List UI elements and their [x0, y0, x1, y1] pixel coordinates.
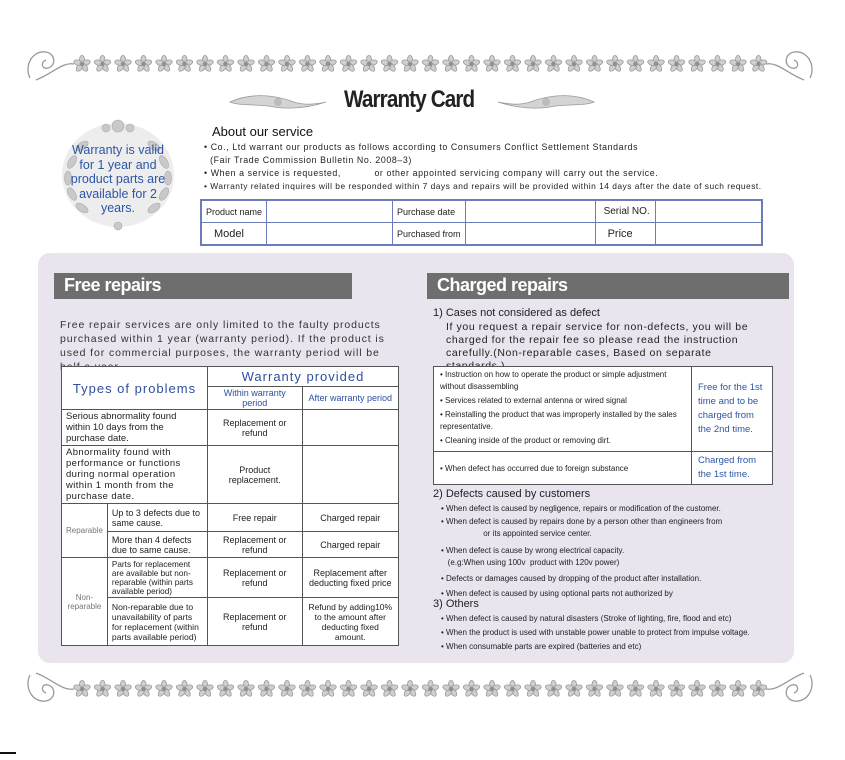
- list-item: • Reinstalling the product that was improperly installed by the sales representative.: [440, 410, 677, 431]
- free-repairs-heading: Free repairs: [54, 273, 352, 299]
- border-flower-icon: [135, 55, 153, 72]
- problem-cell: Serious abnormality found within 10 days from the purchase date.: [62, 410, 208, 446]
- border-flower-icon: [401, 680, 419, 697]
- non-reparable-label: Non-reparable: [62, 558, 108, 646]
- problem-cell: Abnormality found with performance or functions during normal operation within 1 month from the purchase date.: [62, 446, 208, 504]
- about-service-section: [204, 124, 784, 193]
- border-flower-icon: [565, 680, 583, 697]
- page-edge-mark: [0, 752, 16, 754]
- charged-section-3: [433, 598, 750, 654]
- border-flower-icon: [442, 680, 460, 697]
- border-flower-icon: [606, 55, 624, 72]
- border-flower-icon: [135, 680, 153, 697]
- border-flower-icon: [360, 680, 378, 697]
- after-warranty-header: After warranty period: [302, 387, 398, 410]
- border-flower-icon: [729, 680, 747, 697]
- serial-no-field[interactable]: [655, 200, 762, 223]
- section-3-title: 3) Others: [433, 598, 479, 610]
- about-line: • When a service is requested, or other appointed servicing company will carry out the service.: [204, 168, 659, 178]
- after-cell: [302, 410, 398, 446]
- list-item: (e.g:When using 100v product with 120v power): [441, 558, 620, 567]
- problem-cell: Parts for replacement are available but non-reparable (within parts available period): [107, 558, 207, 598]
- border-flower-icon: [750, 55, 768, 72]
- border-flower-icon: [176, 55, 194, 72]
- border-flower-icon: [422, 55, 440, 72]
- within-cell: Replacement or refund: [208, 532, 303, 558]
- border-flower-icon: [401, 55, 419, 72]
- border-flower-icon: [319, 680, 337, 697]
- list-item: • When the product is used with unstable power unable to protect from impulse voltage.: [441, 627, 750, 637]
- non-defect-cases-cell: [434, 367, 692, 452]
- within-cell: Replacement or refund: [208, 410, 303, 446]
- title-ornament-right-icon: [496, 92, 596, 112]
- types-of-problems-header: Types of problems: [62, 367, 208, 410]
- border-flower-icon: [340, 680, 358, 697]
- border-flower-icon: [94, 55, 112, 72]
- border-flower-icon: [278, 680, 296, 697]
- ornamental-border-bottom: [22, 667, 818, 713]
- border-flower-icon: [155, 55, 173, 72]
- border-flower-icon: [668, 680, 686, 697]
- problem-cell: Up to 3 defects due to same cause.: [107, 504, 207, 532]
- border-flower-icon: [381, 55, 399, 72]
- non-defect-cases-table: [433, 366, 773, 485]
- border-flower-icon: [647, 55, 665, 72]
- border-flower-icon: [299, 680, 317, 697]
- border-flower-icon: [196, 680, 214, 697]
- border-flower-icon: [94, 680, 112, 697]
- border-flower-icon: [647, 680, 665, 697]
- border-flower-icon: [360, 55, 378, 72]
- product-info-table: [200, 199, 763, 246]
- border-flower-icon: [668, 55, 686, 72]
- border-flower-icon: [319, 55, 337, 72]
- border-flower-icon: [545, 680, 563, 697]
- border-flower-icon: [545, 55, 563, 72]
- list-item: or its appointed service center.: [441, 529, 592, 538]
- reparable-label: Reparable: [62, 504, 108, 558]
- title-ornament-left-icon: [228, 92, 328, 112]
- border-flower-icon: [586, 55, 604, 72]
- about-line: • Warranty related inquires will be responded within 7 days and repairs will be provided within 14 days after the date of such request.: [204, 181, 762, 191]
- within-cell: Replacement or refund: [208, 598, 303, 646]
- list-item: • When defect is caused by natural disasters (Stroke of lighting, fire, flood and etc): [441, 614, 732, 623]
- border-flower-icon: [114, 55, 132, 72]
- charged-repairs-heading: Charged repairs: [427, 273, 789, 299]
- border-flower-icon: [237, 55, 255, 72]
- price-field[interactable]: [655, 223, 762, 246]
- free-repairs-intro: Free repair services are only limited to the faulty products purchased within 1 year (warranty period). If the product is used for commercial purposes, the warranty period will be: [60, 319, 385, 359]
- warranty-validity-badge: [52, 112, 184, 238]
- section-2-title: 2) Defects caused by customers: [433, 488, 591, 500]
- product-name-label: Product name: [201, 200, 267, 223]
- border-flower-icon: [729, 55, 747, 72]
- border-flower-icon: [299, 55, 317, 72]
- border-flower-icon: [114, 680, 132, 697]
- charged-section-2: [433, 488, 722, 601]
- problem-cell: More than 4 defects due to same cause.: [107, 532, 207, 558]
- border-flower-icon: [278, 55, 296, 72]
- page-title: Warranty Card: [344, 86, 475, 113]
- within-cell: Replacement or refund: [208, 558, 303, 598]
- list-item: • Instruction on how to operate the product or simple adjustment without disassembling: [440, 370, 667, 391]
- title-block: [228, 86, 588, 118]
- about-line: (Fair Trade Commission Bulletin No. 2008–3): [204, 155, 412, 165]
- border-flower-icon: [586, 680, 604, 697]
- about-heading: About our service: [212, 124, 314, 139]
- border-flower-icon: [463, 680, 481, 697]
- border-flower-icon: [237, 680, 255, 697]
- list-item: • When defect is caused by repairs done by a person other than engineers from: [441, 516, 723, 526]
- list-item: • Services related to external antenna or wired signal: [440, 396, 627, 405]
- border-flower-icon: [340, 55, 358, 72]
- free-repairs-table: [61, 366, 399, 646]
- border-flower-icon: [709, 680, 727, 697]
- list-item: • When defect is caused by negligence, repairs or modification of the customer.: [441, 504, 721, 513]
- after-cell: Charged repair: [302, 504, 398, 532]
- within-warranty-header: Within warranty period: [208, 387, 303, 410]
- problem-cell: Non-reparable due to unavailability of parts for replacement (within parts available period): [107, 598, 207, 646]
- border-flower-icon: [258, 55, 276, 72]
- charge-note: Free for the 1st time and to be charged from the 2nd time.: [692, 367, 773, 452]
- purchased-from-label: Purchased from: [393, 223, 466, 246]
- border-flower-icon: [688, 55, 706, 72]
- ornamental-border-top: [22, 40, 818, 86]
- model-field[interactable]: [267, 223, 393, 246]
- within-cell: Free repair: [208, 504, 303, 532]
- border-flower-icon: [442, 55, 460, 72]
- about-line: • Co., Ltd warrant our products as follows according to Consumers Conflict Settlement Standards: [204, 142, 639, 152]
- price-label: Price: [595, 223, 655, 246]
- border-flower-icon: [217, 680, 235, 697]
- after-cell: Charged repair: [302, 532, 398, 558]
- border-flower-icon: [463, 55, 481, 72]
- list-item: • When defect is cause by wrong electrical capacity.: [441, 545, 625, 555]
- list-item: • When defect is caused by using optional parts not authorized by: [441, 589, 673, 598]
- border-flower-icon: [688, 680, 706, 697]
- border-flower-icon: [606, 680, 624, 697]
- border-flower-icon: [196, 55, 214, 72]
- after-cell: Replacement after deducting fixed price: [302, 558, 398, 598]
- border-flower-icon: [483, 680, 501, 697]
- purchased-from-field[interactable]: [465, 223, 595, 246]
- section-1-title: 1) Cases not considered as defect: [433, 307, 600, 319]
- border-flower-icon: [155, 680, 173, 697]
- border-flower-icon: [750, 680, 768, 697]
- after-cell: Refund by adding10% to the amount after deducting fixed amount.: [302, 598, 398, 646]
- border-flower-icon: [73, 55, 91, 72]
- border-flower-icon: [627, 55, 645, 72]
- border-flower-icon: [483, 55, 501, 72]
- purchase-date-label: Purchase date: [393, 200, 466, 223]
- foreign-substance-cell: • When defect has occurred due to foreign substance: [434, 452, 692, 485]
- border-flower-icon: [73, 680, 91, 697]
- list-item: • Defects or damages caused by dropping of the product after installation.: [441, 573, 702, 583]
- charged-section-1: [433, 307, 773, 373]
- product-name-field[interactable]: [267, 200, 393, 223]
- list-item: • When consumable parts are expired (batteries and etc): [441, 642, 642, 651]
- border-flower-icon: [565, 55, 583, 72]
- within-cell: Product replacement.: [208, 446, 303, 504]
- after-cell: [302, 446, 398, 504]
- purchase-date-field[interactable]: [465, 200, 595, 223]
- charge-note: Charged from the 1st time.: [692, 452, 773, 485]
- border-flower-icon: [422, 680, 440, 697]
- border-flower-icon: [258, 680, 276, 697]
- badge-text: Warranty is valid for 1 year and product parts are available for 2 years.: [70, 143, 166, 215]
- warranty-provided-header: Warranty provided: [208, 367, 399, 387]
- border-flower-icon: [524, 55, 542, 72]
- serial-no-label: Serial NO.: [595, 200, 655, 223]
- border-flower-icon: [381, 680, 399, 697]
- border-flower-icon: [217, 55, 235, 72]
- list-item: • Cleaning inside of the product or removing dirt.: [440, 436, 611, 445]
- model-label: Model: [201, 223, 267, 246]
- border-flower-icon: [524, 680, 542, 697]
- border-flower-icon: [176, 680, 194, 697]
- border-flower-icon: [504, 680, 522, 697]
- section-1-body: If you request a repair service for non-defects, you will be charged for the repair fee so please read the instruction carefully.(Non-reparable cases, Based on separate: [446, 321, 749, 359]
- border-flower-icon: [627, 680, 645, 697]
- border-flower-icon: [504, 55, 522, 72]
- border-flower-icon: [709, 55, 727, 72]
